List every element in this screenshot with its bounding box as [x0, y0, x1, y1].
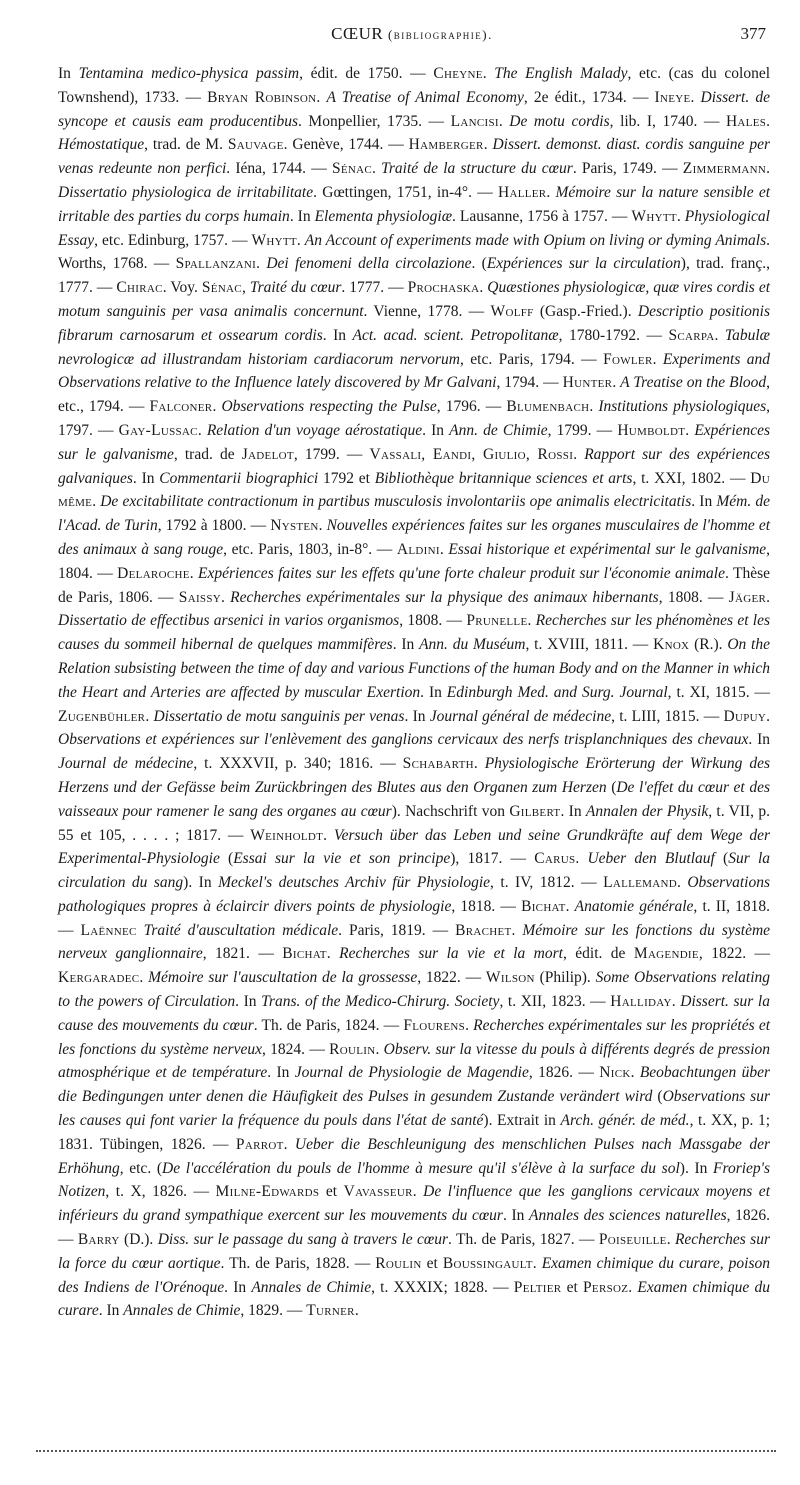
- work-title: Descriptio positionis fibrarum carnosarum et ossearum cordis: [58, 302, 770, 344]
- citation-text: , 1818. —: [451, 897, 522, 915]
- citation-text: , 1780-1792. —: [558, 326, 669, 344]
- citation-text: . Paris, 1819. —: [338, 921, 456, 939]
- citation-text: ,: [241, 279, 250, 297]
- citation-text: .: [296, 231, 305, 249]
- citation-text: . In: [224, 1278, 252, 1296]
- citation-text: .: [354, 1302, 359, 1320]
- work-title: Sur la circulation du sang: [58, 850, 771, 892]
- work-title: Recherches expérimentales sur les propriétés et les fonctions du système nerveux: [58, 1016, 771, 1058]
- citation-text: , édit. de 1750. —: [299, 65, 434, 82]
- citation-text: , édit. de: [562, 945, 634, 963]
- author-name: Zugenbühler: [58, 707, 146, 725]
- citation-text: .: [666, 1231, 675, 1249]
- work-title: Recherches sur les phénomènes et les causes du sommeil hibernal de quelques mammifères: [58, 612, 771, 654]
- citation-text: .: [690, 88, 701, 106]
- citation-text: , t. XX, p. 1; 1831. Tübingen, 1826. —: [58, 1112, 770, 1153]
- citation-text: (R.).: [689, 636, 728, 654]
- citation-text: , 1799. —: [293, 445, 370, 463]
- citation-text: , 1808. —: [658, 588, 729, 606]
- citation-text: . Genève, 1744. —: [283, 136, 409, 154]
- author-name: Milne-Edwards: [215, 1183, 320, 1201]
- work-title: Edinburgh Med. and Surg. Journal: [446, 683, 668, 701]
- citation-text: ). Extrait in: [483, 1112, 561, 1130]
- author-name: Lallemand: [603, 874, 677, 892]
- work-title: Ann. de Chimie: [449, 421, 548, 439]
- citation-text: .: [676, 874, 688, 892]
- author-name: Zimmermann: [682, 160, 767, 178]
- author-name: Roulin: [375, 1254, 422, 1272]
- work-title: Trans. of the Medico-Chirurg. Society: [261, 993, 500, 1011]
- citation-text: In: [58, 65, 79, 82]
- citation-text: , 1804. —: [58, 540, 771, 582]
- citation-text: . In: [235, 993, 262, 1011]
- author-name: Jäger: [728, 588, 767, 606]
- author-name: Sénac: [201, 279, 242, 297]
- work-title: Ann. du Muséum: [419, 636, 526, 654]
- citation-text: (: [652, 1088, 663, 1106]
- author-name: Haller: [497, 183, 547, 201]
- citation-text: , 1829. —: [240, 1302, 307, 1320]
- work-title: Essai historique et expérimental sur le galvanisme: [448, 540, 767, 558]
- citation-text: et: [561, 1278, 583, 1296]
- work-title: Essai sur la vie et son principe: [233, 850, 451, 868]
- citation-text: ), 1817. —: [450, 850, 535, 868]
- citation-text: .: [498, 112, 510, 130]
- author-name: Persoz: [583, 1278, 629, 1296]
- citation-text: . In: [404, 707, 430, 725]
- work-title: On the Relation subsisting between the time of day and various Functions of the human Body and on the Manner in which the Heart and Arteries are affected by muscular Exertion: [58, 636, 770, 701]
- work-title: Mémoire sur les fonctions du système nerveux ganglionnaire: [58, 921, 771, 963]
- citation-text: .: [465, 1016, 474, 1034]
- work-title: Dissert. de syncope et causis eam producentibus: [58, 88, 770, 130]
- author-name: Laënnec: [80, 921, 137, 939]
- work-title: Experiments and Observations relative to the Influence lately discovered by Mr Galvani: [58, 350, 771, 392]
- work-title: Elementa physiologiæ: [314, 207, 453, 225]
- author-name: Spallanzani: [175, 255, 257, 273]
- citation-text: . In: [392, 636, 420, 654]
- citation-text: , t. X, 1826. —: [105, 1183, 216, 1201]
- work-title: Physiologische Erörterung der Wirkung des Herzens und der Gefässe beim Zurückbringen des Blutes aus den Organen zum Herzen: [58, 755, 770, 796]
- citation-text: ). Nachschrift von: [391, 802, 510, 820]
- work-title: A Treatise on the Blood: [620, 374, 767, 392]
- citation-text: .: [589, 398, 599, 416]
- work-title: Tabulæ nevrologicæ ad illustrandam historiam cardiacorum nervorum: [58, 326, 770, 368]
- citation-text: , 1822. —: [417, 969, 486, 987]
- citation-text: et: [319, 1183, 344, 1201]
- page-number: 377: [740, 24, 766, 43]
- work-title: Observations sur les causes qui font varier la fréquence du pouls dans l'état de santé: [58, 1088, 770, 1130]
- citation-text: , trad. de M.: [144, 136, 228, 154]
- author-name: Vassali, Eandi, Giulio, Rossi: [369, 445, 574, 463]
- work-title: Relation d'un voyage aérostatique: [206, 421, 423, 439]
- author-name: Nysten: [270, 517, 319, 535]
- author-name: Falconer: [149, 398, 213, 416]
- citation-text: , 1799. —: [547, 421, 618, 439]
- work-title: Bibliothèque britannique sciences et arts: [374, 469, 633, 487]
- citation-text: . In: [132, 469, 160, 487]
- citation-text: .: [766, 160, 771, 178]
- citation-text: , lib. I, 1740. —: [609, 112, 726, 130]
- author-name: Delaroche: [117, 564, 190, 582]
- work-title: Recherches sur la force du cœur aortique: [58, 1231, 770, 1272]
- citation-text: (Philip).: [534, 969, 596, 987]
- work-title: Traité du cœur: [249, 279, 342, 297]
- author-name: Ineye: [654, 88, 691, 106]
- citation-text: , t. XI, 1815. —: [667, 683, 770, 701]
- author-name: Aldini: [396, 540, 440, 558]
- citation-text: .: [323, 826, 334, 844]
- work-title: Expériences sur le galvanisme: [58, 421, 771, 463]
- citation-text: .: [527, 612, 536, 630]
- citation-text: , 1824. —: [261, 1040, 330, 1058]
- author-name: Hamberger: [408, 136, 484, 154]
- citation-text: .: [221, 588, 231, 606]
- work-title: Journal de médecine: [58, 755, 194, 773]
- bibliography-text: [58, 62, 770, 1452]
- work-title: Hémostatique: [58, 136, 145, 154]
- citation-text: 1792 et: [318, 469, 375, 487]
- work-title: Commentarii biographici: [159, 469, 319, 487]
- citation-text: ). In: [679, 1159, 714, 1177]
- citation-text: , 1796. —: [436, 398, 507, 416]
- work-title: Recherches expérimentales sur la physique des animaux hibernants: [230, 588, 659, 606]
- citation-text: , etc. Paris, 1803, in-8°. —: [223, 540, 397, 558]
- work-title: De excitabilitate contractionum in partibus musculosis involontariis ope animalis electricitatis: [100, 493, 692, 511]
- citation-text: . Iéna, 1744. —: [226, 160, 332, 178]
- citation-text: , 2e édit., 1734. —: [523, 88, 655, 106]
- citation-text: , t. XVIII, 1811. —: [525, 636, 654, 654]
- work-title: Ueber den Blutlauf: [587, 850, 715, 868]
- author-name: Roulin: [329, 1040, 376, 1058]
- work-title: Observations respecting the Pulse: [221, 398, 437, 416]
- author-name: Gay-Lussac: [118, 421, 198, 439]
- header-title: [58, 24, 766, 44]
- citation-text: .: [766, 588, 771, 606]
- citation-text: . 1777. —: [341, 279, 408, 297]
- citation-text: et: [421, 1254, 443, 1272]
- citation-text: .: [714, 326, 725, 344]
- citation-text: .: [766, 112, 771, 130]
- work-title: Dissertatio physiologica de irritabilitate: [58, 183, 314, 201]
- author-name: Boussingault: [442, 1254, 533, 1272]
- citation-text: . (: [471, 255, 487, 273]
- citation-text: (: [714, 850, 729, 868]
- work-title: Dissertatio de effectibus arsenici in varios organismos: [58, 612, 400, 630]
- citation-text: .: [479, 279, 488, 297]
- author-name: Wilson: [485, 969, 535, 987]
- author-name: Magendie: [633, 945, 699, 963]
- author-name: Halliday: [610, 993, 672, 1011]
- work-title: Dissert. sur la cause des mouvements du cœur: [58, 993, 770, 1034]
- citation-text: .: [573, 445, 585, 463]
- citation-text: . In: [322, 326, 353, 344]
- citation-text: . Voy.: [162, 279, 202, 297]
- work-title: Institutions physiologiques: [598, 398, 767, 416]
- citation-text: , etc. (cas du colonel Townshend), 1733. —: [58, 65, 771, 106]
- citation-text: . Monpellier, 1735. —: [298, 112, 451, 130]
- citation-text: .: [652, 350, 663, 368]
- citation-text: , t. XII, 1823. —: [499, 993, 611, 1011]
- citation-text: , etc. Paris, 1794. —: [459, 350, 604, 368]
- author-name: Bryan Robinson: [207, 88, 317, 106]
- work-title: Nouvelles expériences faites sur les organes musculaires de l'homme et des animaux à sang rouge: [58, 517, 771, 558]
- citation-text: .: [473, 755, 485, 773]
- citation-text: .: [189, 564, 198, 582]
- work-title: Rapport sur des expériences galvaniques: [58, 445, 771, 487]
- citation-text: , 1826. —: [528, 1064, 600, 1082]
- work-title: Versuch über das Leben und seine Grundkräfte auf dem Wege der Experimental-Physiologie: [58, 826, 770, 868]
- author-name: Whytt: [251, 231, 297, 249]
- citation-text: , 1794. —: [496, 374, 563, 392]
- work-title: The English Malady: [494, 65, 628, 82]
- citation-text: , 1808. —: [399, 612, 467, 630]
- citation-text: .: [283, 1135, 295, 1153]
- citation-text: . Worths, 1768. —: [58, 231, 771, 273]
- work-title: Dissertatio de motu sanguinis per venas: [153, 707, 405, 725]
- citation-text: . In: [98, 1302, 124, 1320]
- citation-text: , 1821. —: [202, 945, 283, 963]
- citation-text: . In: [560, 802, 586, 820]
- work-title: Observations pathologiques propres à éclaircir divers points de physiologie: [58, 874, 770, 915]
- work-title: Diss. sur le passage du sang à travers le cœur: [157, 1231, 449, 1249]
- citation-text: . Paris, 1749. —: [572, 160, 683, 178]
- work-title: Physiological Essay: [58, 207, 770, 249]
- citation-text: .: [372, 160, 382, 178]
- running-header: [58, 24, 766, 50]
- work-title: Mém. de l'Acad. de Turin: [58, 493, 770, 535]
- citation-text: . In: [289, 207, 315, 225]
- citation-text: .: [483, 136, 493, 154]
- citation-text: .: [482, 65, 495, 82]
- citation-text: .: [766, 707, 771, 725]
- citation-text: , etc., 1794. —: [58, 374, 771, 416]
- work-title: Expériences sur la circulation: [486, 255, 681, 273]
- citation-text: , t. XXXIX; 1828. —: [371, 1278, 514, 1296]
- author-name: Scarpa: [668, 326, 715, 344]
- author-name: Vavasseur: [343, 1183, 413, 1201]
- author-name: Flourens: [403, 1016, 466, 1034]
- author-name: Weinholdt: [250, 826, 324, 844]
- author-name: Whytt: [631, 207, 677, 225]
- work-title: Observ. sur la vitesse du pouls à différents degrés de pression atmosphérique et de température: [58, 1040, 770, 1082]
- citation-text: (Gasp.-Fried.).: [533, 302, 638, 320]
- author-name: Sauvage: [227, 136, 284, 154]
- citation-text: .: [318, 517, 327, 535]
- work-title: Journal de Physiologie de Magendie: [294, 1064, 529, 1082]
- author-name: Brachet: [455, 921, 512, 939]
- work-title: De l'influence que les ganglions cervicaux moyens et inférieurs du grand sympathique exercent sur les mouvements du cœur: [58, 1183, 770, 1225]
- citation-text: . In: [422, 421, 450, 439]
- author-name: Nick: [599, 1064, 631, 1082]
- citation-text: , t. IV, 1812. —: [490, 874, 604, 892]
- citation-text: , etc. Edinburg, 1757. —: [94, 231, 252, 249]
- citation-text: .: [197, 421, 207, 439]
- citation-text: , trad. de: [173, 445, 242, 463]
- author-name: Bichat: [521, 897, 566, 915]
- author-name: Cheyne: [433, 65, 483, 82]
- author-name: Chirac: [116, 279, 163, 297]
- author-name: Hales: [725, 112, 767, 130]
- work-title: Expériences faites sur les effets qu'une forte chaleur produit sur l'économie animale: [197, 564, 725, 582]
- citation-text: (: [219, 850, 234, 868]
- author-name: Schabarth: [402, 755, 474, 773]
- citation-text: .: [532, 1254, 542, 1272]
- citation-text: . Th. de Paris, 1828. —: [220, 1254, 376, 1272]
- work-title: Arch. génér. de méd.: [560, 1112, 690, 1130]
- citation-text: ), trad. franç., 1777. —: [58, 255, 770, 297]
- citation-text: , t. XXI, 1802. —: [632, 469, 751, 487]
- citation-text: .: [145, 707, 154, 725]
- work-title: Ueber die Beschleunigung des menschlichen Pulses nach Massgabe der Erhöhung: [58, 1135, 771, 1177]
- work-title: Traité de la structure du cœur: [381, 160, 573, 178]
- citation-text: , 1826. —: [58, 1207, 771, 1249]
- citation-text: , 1822. —: [698, 945, 771, 963]
- work-title: De motu cordis: [509, 112, 610, 130]
- author-name: Humboldt: [617, 421, 686, 439]
- work-title: Dei fenomeni della circolazione: [266, 255, 472, 273]
- author-name: Saissy: [178, 588, 222, 606]
- citation-text: .: [212, 398, 222, 416]
- citation-text: . In: [267, 1064, 295, 1082]
- author-name: Gilbert: [509, 802, 561, 820]
- citation-text: .: [92, 493, 101, 511]
- citation-text: . Th. de Paris, 1827. —: [448, 1231, 599, 1249]
- author-name: Barry: [77, 1231, 120, 1249]
- author-name: Prunelle: [466, 612, 528, 630]
- author-name: Bichat: [282, 945, 327, 963]
- work-title: Froriep's Notizen: [58, 1159, 771, 1201]
- work-title: Observations et expériences sur l'enlèvement des ganglions cervicaux des nerfs trisplanchniques des chevaux: [58, 731, 749, 749]
- author-name: Parrot: [235, 1135, 284, 1153]
- header-subtitle: (bibliographie).: [387, 27, 493, 42]
- citation-text: .: [575, 850, 588, 868]
- citation-text: , etc. (: [119, 1159, 162, 1177]
- work-title: Tentamina medico-physica passim: [78, 65, 300, 82]
- work-title: Act. acad. scient. Petropolitanæ: [352, 326, 559, 344]
- work-title: Examen chimique du curare, poison des Indiens de l'Orénoque: [58, 1254, 771, 1296]
- citation-text: .: [439, 540, 449, 558]
- work-title: Recherches sur la vie et la mort: [339, 945, 563, 963]
- citation-text: .: [630, 1064, 640, 1082]
- author-name: Peltier: [513, 1278, 562, 1296]
- author-name: Fowler: [603, 350, 653, 368]
- work-title: Annalen der Physik: [585, 802, 709, 820]
- citation-text: .: [139, 969, 149, 987]
- work-title: Anatomie générale: [574, 897, 694, 915]
- citation-text: . Th. de Paris, 1824. —: [253, 1016, 404, 1034]
- citation-text: . In: [502, 1207, 530, 1225]
- citation-text: .: [412, 1183, 424, 1201]
- work-title: Dissert. demonst. diast. cordis sanguine per venas redeunte non perfici: [58, 136, 770, 178]
- citation-text: . Gœttingen, 1751, in-4°. —: [313, 183, 498, 201]
- author-name: Dupuy: [723, 707, 767, 725]
- author-name: Blumenbach: [506, 398, 590, 416]
- citation-text: , t. LIII, 1815. —: [611, 707, 724, 725]
- citation-text: , t. VII, p. 55 et 105, . . . . ; 1817. —: [58, 802, 770, 844]
- citation-text: . Lausanne, 1756 à 1757. —: [452, 207, 632, 225]
- work-title: De l'effet du cœur et des vaisseaux pour ramener le sang des organes au cœur: [58, 778, 770, 820]
- work-title: Beobachtungen über die Bedingungen unter denen die Häufigkeit des Pulses in gesundem Zustande verändert wird: [58, 1064, 771, 1106]
- citation-text: , t. XXXVII, p. 340; 1816. —: [193, 755, 403, 773]
- work-title: Annales de Chimie: [251, 1278, 372, 1296]
- author-name: Lancisi: [450, 112, 499, 130]
- author-name: Kergaradec: [58, 969, 140, 987]
- citation-text: . In: [748, 731, 770, 749]
- work-title: Journal général de médecine: [429, 707, 612, 725]
- footer-dotted-rule: [36, 1450, 776, 1452]
- header-title-main: CŒUR: [331, 24, 384, 43]
- work-title: Mémoire sur la nature sensible et irritable des parties du corps humain: [58, 183, 771, 225]
- citation-text: .: [565, 897, 575, 915]
- work-title: Annales des sciences naturelles: [529, 1207, 727, 1225]
- author-name: Carus: [534, 850, 576, 868]
- citation-text: .: [685, 421, 695, 439]
- work-title: Meckel's deutsches Archiv für Physiologie: [218, 874, 491, 892]
- citation-text: .: [256, 255, 267, 273]
- work-title: Quæstiones physiologicæ, quæ vires cordis et motum sanguinis per vasa animalis concernunt: [58, 279, 771, 320]
- citation-text: .: [671, 993, 681, 1011]
- author-name: Jadelot: [241, 445, 294, 463]
- work-title: An Account of experiments made with Opium on living or dyming Animals: [304, 231, 767, 249]
- citation-text: (D.).: [119, 1231, 158, 1249]
- citation-text: , 1797. —: [58, 398, 771, 439]
- citation-text: , t. II, 1818. —: [58, 897, 770, 939]
- citation-text: , 1792 à 1800. —: [157, 517, 271, 535]
- work-title: Annales de Chimie: [123, 1302, 241, 1320]
- author-name: Turner: [306, 1302, 355, 1320]
- work-title: Traité d'auscultation médicale: [143, 921, 339, 939]
- citation-text: ). In: [183, 874, 219, 892]
- citation-text: .: [511, 921, 523, 939]
- work-title: De l'accélération du pouls de l'homme à mesure qu'il s'élève à la surface du sol: [162, 1159, 680, 1177]
- citation-text: . Vienne, 1778. —: [363, 302, 491, 320]
- citation-text: .: [316, 88, 327, 106]
- author-name: Hunter: [562, 374, 613, 392]
- work-title: Some Observations relating to the powers of Circulation: [58, 969, 771, 1011]
- citation-text: .: [612, 374, 621, 392]
- author-name: Wolff: [490, 302, 534, 320]
- citation-text: .: [375, 1040, 384, 1058]
- author-name: Knox: [653, 636, 690, 654]
- author-name: Sénac: [331, 160, 373, 178]
- citation-text: . Thèse de Paris, 1806. —: [58, 564, 770, 606]
- work-title: A Treatise of Animal Economy: [326, 88, 524, 106]
- citation-text: [137, 922, 144, 939]
- citation-text: . In: [691, 493, 717, 511]
- author-name: Poiseuille: [598, 1231, 667, 1249]
- citation-text: .: [546, 183, 556, 201]
- author-name: Prochaska: [407, 279, 480, 297]
- citation-text: .: [326, 945, 340, 963]
- citation-text: . In: [420, 683, 447, 701]
- author-name: Du même: [58, 469, 771, 511]
- work-title: Mémoire sur l'auscultation de la grossesse: [148, 969, 418, 987]
- citation-text: .: [676, 207, 685, 225]
- citation-text: (: [606, 778, 617, 796]
- work-title: Examen chimique du curare: [58, 1278, 771, 1320]
- citation-text: .: [628, 1278, 638, 1296]
